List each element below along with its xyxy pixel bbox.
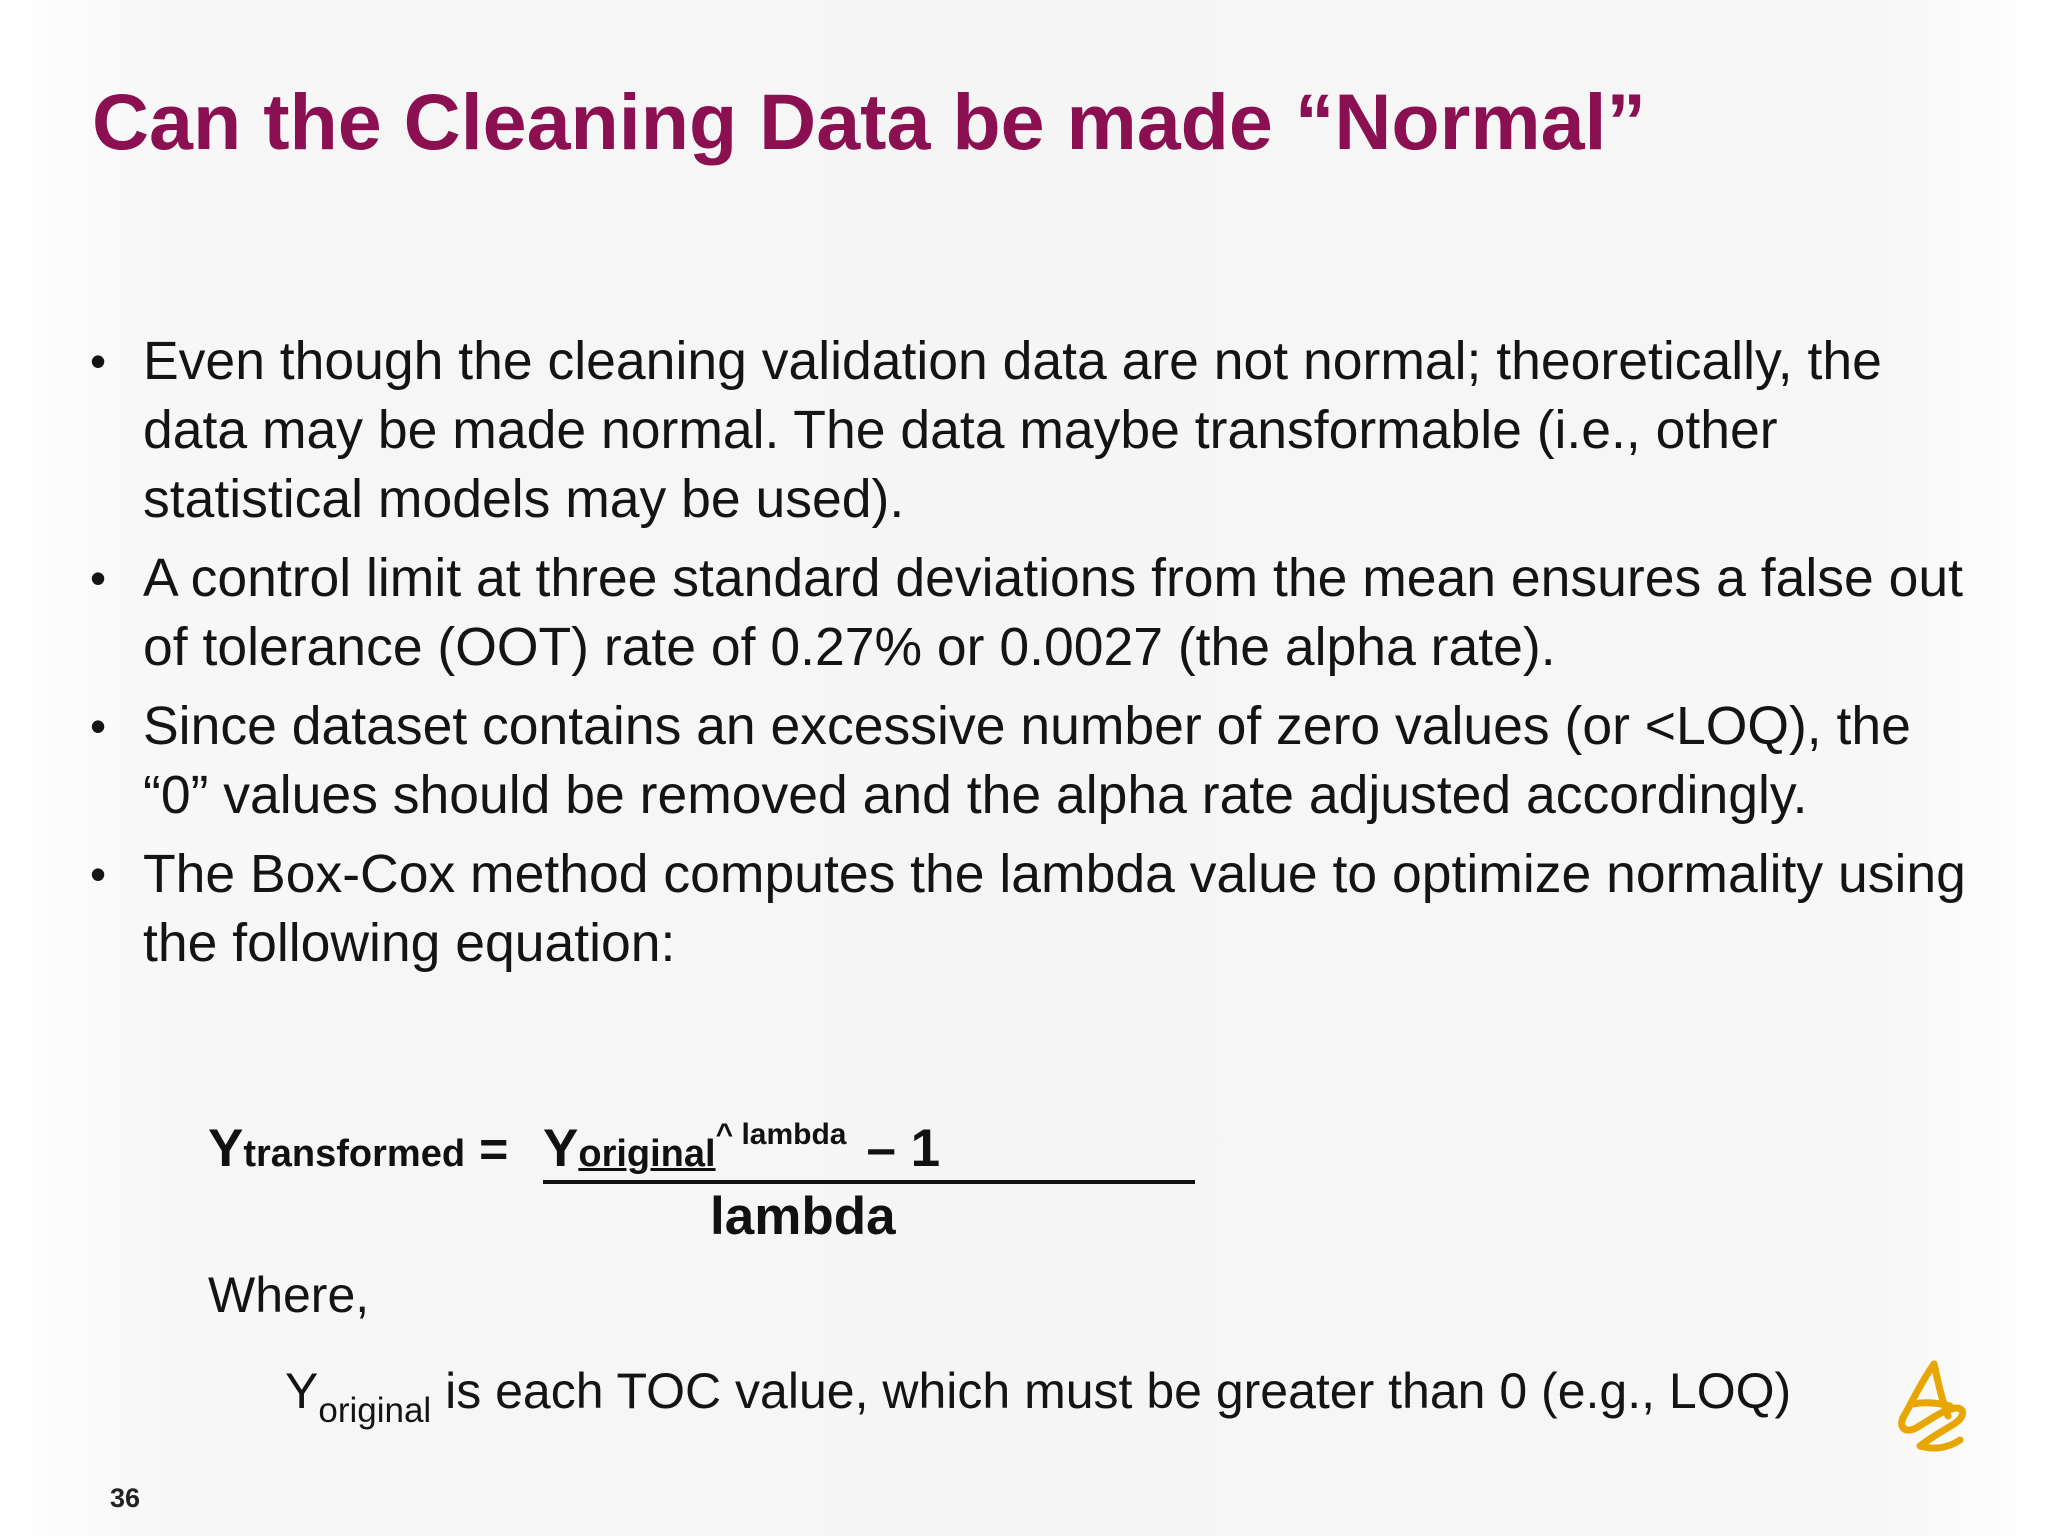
bullet-marker: • [90,335,107,387]
bullet-item [90,840,1970,978]
bullet-list [90,327,1970,988]
box-cox-equation [208,1118,1208,1258]
bullet-item [90,692,1970,830]
fraction-bar [543,1180,1195,1184]
bullet-text: Even though the cleaning validation data are not normal; theoretically, the data may be made normal. The data maybe transformable (i.e., other statistical models may be used). [143,332,1882,529]
variable-definition [285,1362,1792,1430]
definition-subscript: original [318,1391,432,1430]
lhs-symbol: Y [208,1119,244,1178]
numerator-subscript: original [578,1133,716,1175]
equals-sign: = [479,1121,509,1177]
equation-denominator: lambda [710,1187,896,1246]
bullet-item [90,327,1970,534]
numerator-minus-one: – 1 [866,1119,941,1178]
where-label: Where, [208,1267,370,1323]
numerator-exponent: ^ lambda [715,1118,847,1151]
equation-numerator [543,1118,1195,1180]
equation-lhs [208,1118,518,1179]
bullet-marker: • [90,700,107,752]
slide-title: Can the Cleaning Data be made “Normal” [92,77,1647,166]
lhs-subscript: transformed [243,1133,466,1175]
page-number: 36 [110,1483,141,1513]
bullet-text: The Box-Cox method computes the lambda value to optimize normality using the following equation: [143,845,1966,973]
definition-text: is each TOC value, which must be greater than 0 (e.g., LOQ) [431,1363,1792,1419]
bullet-text: Since dataset contains an excessive number of zero values (or <LOQ), the “0” values should be removed and the alpha rate adjusted accordingly. [143,697,1911,825]
bullet-item [90,544,1970,682]
bullet-marker: • [90,848,107,900]
astrazeneca-logo-icon [1890,1358,1970,1454]
bullet-text: A control limit at three standard deviations from the mean ensures a false out of tolerance (OOT) rate of 0.27% or 0.0027 (the alpha rate). [143,549,1963,677]
bullet-marker: • [90,552,107,604]
numerator-symbol: Y [543,1119,579,1178]
definition-symbol: Y [285,1363,319,1419]
